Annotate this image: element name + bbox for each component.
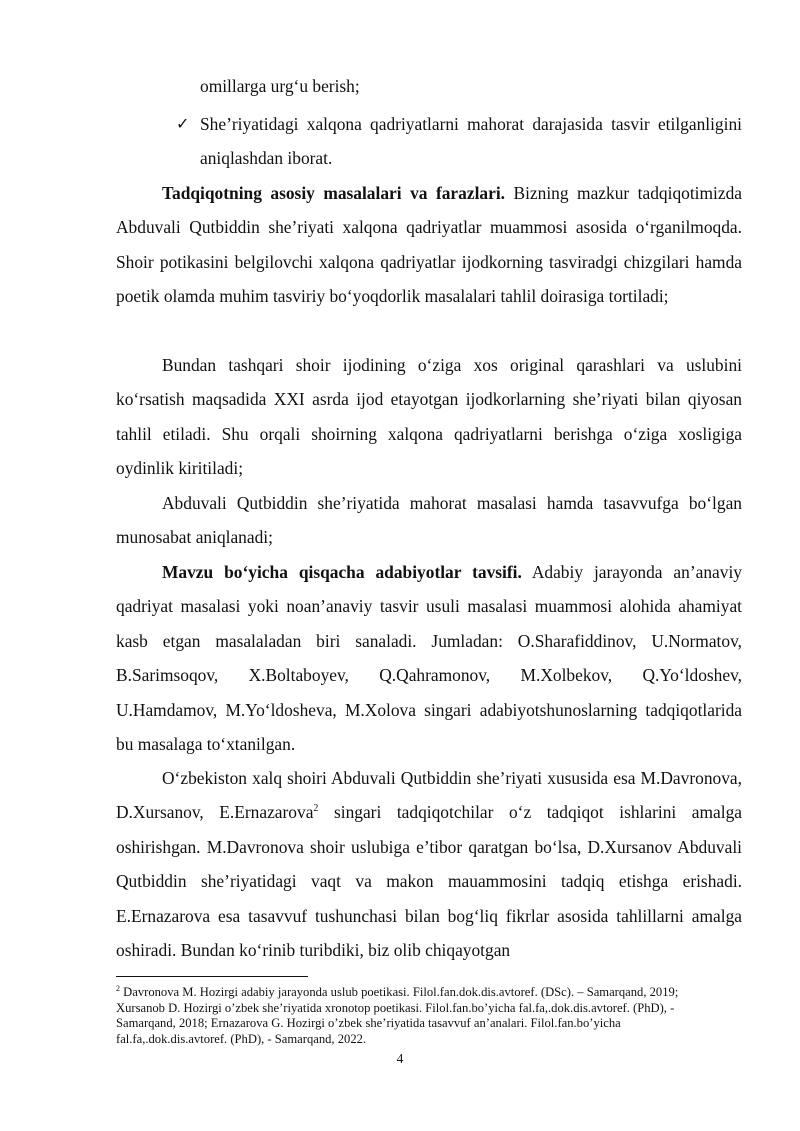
paragraph-researchers [116, 761, 742, 967]
paragraph-text: Bundan tashqari shoir ijodining o‘ziga xos original qarashlari va uslubini ko‘rsatish maqsadida XXI asrda ijod etayotgan ijodkorlarning she’riyati bilan qiyosan tahlil etiladi. Shu orqali shoirning xalqona qadriyatlarni berishga o‘ziga xosligiga oydinlik kiritiladi; [116, 355, 742, 479]
paragraph-text: Adabiy jarayonda an’anaviy qadriyat masalasi yoki noan’anaviy tasvir usuli masalasi muammosi alohida ahamiyat kasb etgan masalaladan biri sanaladi. Jumladan: O.Sharafiddinov, U.Normatov, B.Sarimsoqov, X.Boltaboyev, Q.Qahramonov, M.Xolbekov, Q.Yo‘ldoshev, U.Hamdamov, M.Yo‘ldosheva, M.Xolova singari adabiyotshunoslarning tadqiqotlarida bu masalaga to‘xtanilgan. [116, 562, 742, 755]
checkmark-icon: ✓ [176, 114, 190, 133]
paragraph-heading: Mavzu bo‘yicha qisqacha adabiyotlar tavsifi. [162, 562, 522, 582]
paragraph-text: Bizning mazkur tadqiqotimizda Abduvali Qutbiddin she’riyati xalqona qadriyatlar muammosi asosida o‘rganilmoqda. Shoir potikasini belgilovchi xalqona qadriyatlar ijodkorning tasviradgi chizgilari hamda poetik olamda muhim tasviriy bo‘yoqdorlik masalalari tahlil doirasiga tortiladi; [116, 183, 742, 307]
footnote [116, 985, 728, 1047]
footnote-text: Davronova M. Hozirgi adabiy jarayonda uslub poetikasi. Filol.fan.dok.dis.avtoref. (DSc). – Samarqand, 2019; Xursanob D. Hozirgi o’zbek she’riyatida xronotop poetikasi. Filol.fan.bo’yicha fal.fa,.dok.dis.avtoref. (PhD), - Samarqand, 2018; Ernazarova G. Hozirgi o’zbek she’riyatida tasavvuf an’analari. Filol.fan.bo’yicha fal.fa,.dok.dis.avtoref. (PhD), - Samarqand, 2022. [116, 985, 679, 1046]
paragraph-literature-review [116, 555, 742, 761]
footnote-reference[interactable]: 2 [313, 803, 319, 815]
page-number: 4 [396, 1051, 404, 1066]
paragraph-text: Abduvali Qutbiddin she’riyatida mahorat masalasi hamda tasavvufga bo‘lgan munosabat aniqlanadi; [116, 493, 742, 548]
paragraph-text-continued: singari tadqiqotchilar o‘z tadqiqot ishlarini amalga oshirishgan. M.Davronova shoir uslubiga e’tibor qaratgan bo‘lsa, D.Xursanov Abduvali Qutbiddin she’riyatidagi vaqt va makon mauammosini tadqiq etishga erishadi. E.Ernazarova esa tasavvuf tushunchasi bilan bog‘liq fikrlar asosida tahlillarni amalga oshiradi. Bundan ko‘rinib turibdiki, biz olib chiqayotgan [116, 802, 742, 961]
bullet-item [176, 107, 742, 176]
bullet-continuation [200, 69, 742, 103]
paragraph-comparison [116, 348, 742, 486]
footnote-mark: 2 [116, 983, 120, 993]
paragraph-research-questions [116, 176, 742, 314]
paragraph-mastery [116, 486, 742, 555]
bullet-continuation-text: omillarga urg‘u berish; [200, 76, 360, 96]
footnote-separator [116, 976, 308, 977]
paragraph-text: O‘zbekiston xalq shoiri Abduvali Qutbiddin she’riyati xususida esa M.Davronova, D.Xursanov, E.Ernazarova [116, 768, 742, 823]
bullet-text: She’riyatidagi xalqona qadriyatlarni mahorat darajasida tasvir etilganligini aniqlashdan iborat. [200, 114, 742, 169]
paragraph-heading: Tadqiqotning asosiy masalalari va farazlari. [162, 183, 505, 203]
